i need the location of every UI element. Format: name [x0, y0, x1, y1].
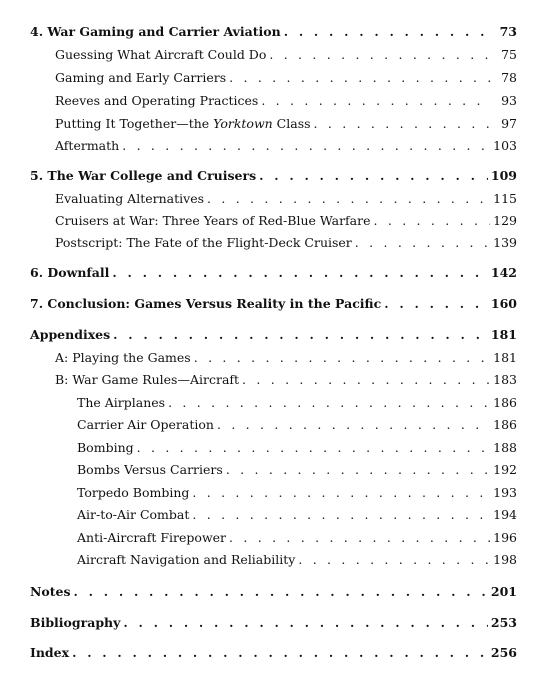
dot-leader: [314, 115, 492, 133]
toc-entry-label: 5. The War College and Cruisers: [30, 168, 257, 183]
toc-entry-label: Torpedo Bombing: [77, 485, 190, 500]
dot-leader: [192, 484, 490, 502]
toc-page-number: 181: [490, 327, 517, 342]
toc-entry-aftermath[interactable]: [55, 137, 517, 155]
toc-entry-notes[interactable]: [30, 583, 517, 601]
toc-entry-putting-it-together[interactable]: [55, 115, 517, 133]
dot-leader: [226, 461, 490, 479]
toc-entry-label: Bibliography: [30, 615, 121, 630]
toc-entry-anti-aircraft[interactable]: [77, 529, 517, 547]
toc-page-number: 103: [493, 138, 517, 153]
dot-leader: [374, 212, 491, 230]
toc-entry-label: The Airplanes: [77, 395, 166, 410]
toc-page-number: 186: [493, 417, 517, 432]
toc-entry-label: Guessing What Aircraft Could Do: [55, 47, 267, 62]
toc-page-number: 201: [490, 584, 517, 599]
toc-page-number: 198: [493, 552, 517, 567]
toc-page-number: 75: [501, 47, 517, 62]
toc-page-number: 194: [493, 507, 517, 522]
toc-page-number: 181: [493, 350, 517, 365]
toc-entry-gaming-early-carriers[interactable]: [55, 69, 517, 87]
toc-entry-label: Postscript: The Fate of the Flight-Deck Cruiser: [55, 235, 352, 250]
dot-leader: [217, 416, 490, 434]
toc-page-number: 183: [493, 372, 517, 387]
dot-leader: [72, 644, 488, 662]
toc-entry-bombs-vs-carriers[interactable]: [77, 461, 517, 479]
toc-label-prefix: Putting It Together—the: [55, 116, 214, 131]
dot-leader: [259, 167, 488, 185]
toc-page-number: 253: [490, 615, 517, 630]
toc-page-number: 160: [490, 296, 517, 311]
toc-page-number: 115: [493, 191, 517, 206]
toc-label-italic: Yorktown: [213, 116, 273, 131]
dot-leader: [194, 349, 490, 367]
toc-entry-label: Cruisers at War: Three Years of Red-Blue Warfare: [55, 213, 371, 228]
toc-page-number: 256: [490, 645, 517, 660]
toc-entry-label: [55, 115, 311, 133]
toc-page-number: 97: [501, 116, 517, 131]
dot-leader: [229, 529, 490, 547]
dot-leader: [112, 264, 488, 282]
toc-entry-label: Index: [30, 645, 70, 660]
toc-entry-cruisers-at-war[interactable]: [55, 212, 517, 230]
toc-entry-label: Evaluating Alternatives: [55, 191, 205, 206]
toc-page-number: 93: [501, 93, 517, 108]
toc-page-number: 142: [490, 265, 517, 280]
toc-page-number: 186: [493, 395, 517, 410]
toc-entry-label: Gaming and Early Carriers: [55, 70, 227, 85]
toc-entry-label: Carrier Air Operation: [77, 417, 214, 432]
dot-leader: [261, 92, 492, 110]
dot-leader: [74, 583, 488, 601]
toc-entry-label: B: War Game Rules—Aircraft: [55, 372, 240, 387]
dot-leader: [269, 46, 492, 64]
toc-entry-appendix-a[interactable]: [55, 349, 517, 367]
toc-page-number: 129: [493, 213, 517, 228]
toc-entry-postscript[interactable]: [55, 234, 517, 252]
toc-entry-label: 6. Downfall: [30, 265, 110, 280]
toc-entry-label: A: Playing the Games: [55, 350, 191, 365]
toc-entry-label: 7. Conclusion: Games Versus Reality in the Pacific: [30, 296, 382, 311]
toc-entry-bibliography[interactable]: [30, 614, 517, 632]
toc-entry-reeves-operating[interactable]: [55, 92, 517, 110]
dot-leader: [242, 371, 490, 389]
toc-entry-the-airplanes[interactable]: [77, 394, 517, 412]
toc-entry-aircraft-navigation[interactable]: [77, 551, 517, 569]
dot-leader: [137, 439, 491, 457]
toc-entry-carrier-air-operation[interactable]: [77, 416, 517, 434]
toc-page-number: 196: [493, 530, 517, 545]
dot-leader: [192, 506, 490, 524]
toc-entry-appendixes[interactable]: [30, 326, 517, 344]
toc-entry-torpedo-bombing[interactable]: [77, 484, 517, 502]
dot-leader: [298, 551, 490, 569]
toc-page-number: 192: [493, 462, 517, 477]
dot-leader: [229, 69, 492, 87]
toc-page-number: 78: [501, 70, 517, 85]
toc-entry-label: Reeves and Operating Practices: [55, 93, 259, 108]
toc-entry-label: Bombs Versus Carriers: [77, 462, 223, 477]
toc-entry-label: Aircraft Navigation and Reliability: [77, 552, 296, 567]
toc-entry-chapter-4[interactable]: [30, 23, 517, 41]
toc-entry-chapter-5[interactable]: [30, 167, 517, 185]
toc-entry-label: Anti-Aircraft Firepower: [77, 530, 227, 545]
toc-entry-index[interactable]: [30, 644, 517, 662]
dot-leader: [123, 614, 488, 632]
toc-entry-chapter-6[interactable]: [30, 264, 517, 282]
toc-entry-appendix-b[interactable]: [55, 371, 517, 389]
dot-leader: [207, 190, 490, 208]
toc-page-number: 73: [499, 24, 517, 39]
toc-entry-chapter-7[interactable]: [30, 295, 517, 313]
toc-entry-air-to-air-combat[interactable]: [77, 506, 517, 524]
toc-entry-label: Appendixes: [30, 327, 111, 342]
toc-entry-evaluating-alternatives[interactable]: [55, 190, 517, 208]
toc-entry-bombing[interactable]: [77, 439, 517, 457]
dot-leader: [355, 234, 490, 252]
dot-leader: [113, 326, 488, 344]
toc-page-number: 188: [493, 440, 517, 455]
toc-entry-label: Aftermath: [55, 138, 120, 153]
toc-entry-label: Notes: [30, 584, 71, 599]
toc-label-suffix: Class: [272, 116, 311, 131]
dot-leader: [284, 23, 492, 41]
dot-leader: [168, 394, 490, 412]
toc-entry-guessing-aircraft[interactable]: [55, 46, 517, 64]
dot-leader: [384, 295, 488, 313]
toc-entry-label: Bombing: [77, 440, 134, 455]
toc-page-number: 109: [490, 168, 517, 183]
toc-entry-label: 4. War Gaming and Carrier Aviation: [30, 24, 281, 39]
toc-page-number: 193: [493, 485, 517, 500]
dot-leader: [122, 137, 490, 155]
toc-page-number: 139: [493, 235, 517, 250]
toc-entry-label: Air-to-Air Combat: [77, 507, 190, 522]
